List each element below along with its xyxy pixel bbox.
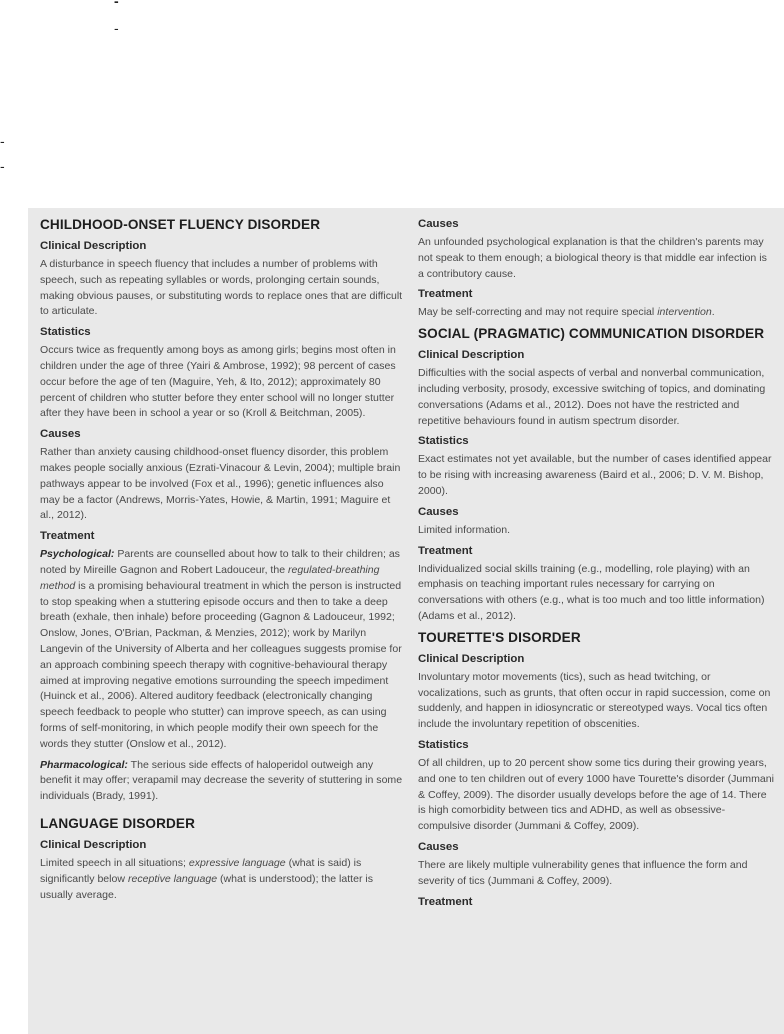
psychological-lead: Psychological: [40,548,115,561]
fluency-statistics-text: Occurs twice as frequently among boys as among girls; begins most often in children under the age of three (Yairi & Ambrose, 1992); 98 percent of cases occur before the age of ten (Maguire, Yeh, & Ito, 2012); approximately 80 percent of children who stutter before they enter school will no longer stutter after they have been in school a year or so (Kroll & Beitchman, 2005). [40,344,396,420]
tourette-clinical-text: Involuntary motor movements (tics), such as head twitching, or vocalizations, such as grunts, that often occur in rapid succession, come on suddenly, and happen in idiosyncratic or stereotyped ways. Vocal tics often include the involuntary repetition of obscenities. [418,670,771,731]
language-clinical-text [40,856,406,903]
social-communication-disorder-title: SOCIAL (PRAGMATIC) COMMUNICATION DISORDER [418,326,765,342]
social-statistics-text: Exact estimates not yet available, but the number of cases identified appear to be rising with increasing awareness (Baird et al., 2006; D. V. M. Bishop, 2000). [418,453,772,497]
left-dash-mark: - [0,158,5,174]
fluency-clinical-text: A disturbance in speech fluency that includes a number of problems with speech, such as repeating syllables or words, prolonging certain sounds, making obvious pauses, or substituting words to replace ones that are difficult to articulate. [40,258,403,318]
tourette-disorder-title: TOURETTE'S DISORDER [418,629,581,645]
left-column [40,217,406,908]
tourette-statistics-text: Of all children, up to 20 percent show some tics during their growing years, and one to ten children out of every 1000 have Tourette's disorder (Jummani & Coffey, 2009). The disorder usually develops before the age of 14. There is high comorbidity between tics and ADHD, as well as obsessive-compulsive disorder (Jummani & Coffey, 2009). [418,756,774,833]
right-column [418,217,774,913]
social-treatment-text: Individualized social skills training (e.g., modelling, role playing) with an emphasis on teaching important rules necessary for carrying on conversations with others (e.g., what is too much and too little information) (Adams et al., 2012). [418,562,765,622]
left-dash-mark: - [0,133,5,149]
top-dash-mark: - [114,20,119,36]
causes-heading: Causes [418,218,459,230]
treatment-heading: Treatment [40,530,95,543]
language-text-part: Limited speech in all situations; [40,856,189,869]
pharmacological-treatment-text [40,758,406,805]
psychological-text-part: Parents are counselled about how to talk to their children; as noted by Mireille Gagnon and Robert Ladouceur, the [40,548,400,576]
clinical-description-heading: Clinical Description [40,838,147,851]
intervention-term: intervention [657,306,712,319]
statistics-heading: Statistics [40,326,91,339]
treatment-heading: Treatment [418,895,473,908]
social-clinical-text: Difficulties with the social aspects of verbal and nonverbal communication, including verbosity, prosody, excessive switching of topics, and dominating conversations (Adams et al., 2012). Does not have the restricted and repetitive behaviours found in autism spectrum disorder. [418,367,766,427]
statistics-heading: Statistics [418,435,469,448]
fluency-causes-text: Rather than anxiety causing childhood-onset fluency disorder, this problem makes people socially anxious (Ezrati-Vinacour & Levin, 2004); multiple brain pathways appear to be involved (Fox et al., 1996); genetic influences also may be a factor (Andrews, Morris-Yates, Howie, & Martin, 1991; Maguire et al., 2012). [40,446,401,522]
pharmacological-text-part: The serious side effects of haloperidol outweigh any benefit it may offer; verapamil may decrease the severity of stuttering in some individuals (Brady, 1991). [40,758,403,803]
textbook-summary-panel [28,208,784,1034]
receptive-language-term: receptive language [127,872,218,885]
statistics-heading: Statistics [418,738,469,751]
treatment-heading: Treatment [418,544,473,557]
causes-heading: Causes [418,505,459,518]
psychological-treatment-text [40,547,406,752]
language-text-part: (what is said) is significantly below [40,856,362,885]
causes-heading: Causes [40,428,81,441]
tourette-causes-text: There are likely multiple vulnerability genes that influence the form and severity of tics (Jummani & Coffey, 2009). [418,858,748,887]
language-treatment-text [418,305,774,321]
clinical-description-heading: Clinical Description [418,349,525,362]
fluency-disorder-title: CHILDHOOD-ONSET FLUENCY DISORDER [40,217,321,232]
clinical-description-heading: Clinical Description [40,240,147,252]
pharmacological-lead: Pharmacological: [40,758,128,771]
language-treatment-part: May be self-correcting and may not require special [418,306,658,319]
top-dash-mark: - [114,0,119,9]
clinical-description-heading: Clinical Description [418,652,525,665]
social-causes-text: Limited information. [418,523,511,536]
expressive-language-term: expressive language [188,856,286,869]
regulated-breathing-term: regulated-breathing method [40,563,380,592]
language-treatment-part: . [711,306,715,319]
causes-heading: Causes [418,840,459,853]
psychological-text-part: is a promising behavioural treatment in which the person is instructed to stop speaking when a stuttering episode occurs and then to take a deep breath (exhale, then inhale) before proceeding (Gagnon & Ladouceur, 1992; Onslow, Jones, O'Brian, Packman, & Menzies, 2012); work by Marilyn Langevin of the University of Alberta and her colleagues suggests promise for an approach combining speech therapy with cognitive-behavioural therapy aimed at improving negative emotions surrounding the speech impediment (Huinck et al., 2006). Altered auditory feedback (electronically changing speech feedback to people who stutter) can improve speech, as can using forms of self-monitoring, in which people modify their own speech for the words they stutter (Onslow et al., 2012). [40,579,402,750]
language-causes-text: An unfounded psychological explanation is that the children's parents may not speak to them enough; a biological theory is that middle ear infection is a contributory cause. [418,236,767,280]
language-disorder-title: LANGUAGE DISORDER [40,815,196,831]
treatment-heading: Treatment [418,288,473,301]
language-text-part: (what is understood); the latter is usually average. [40,872,374,901]
